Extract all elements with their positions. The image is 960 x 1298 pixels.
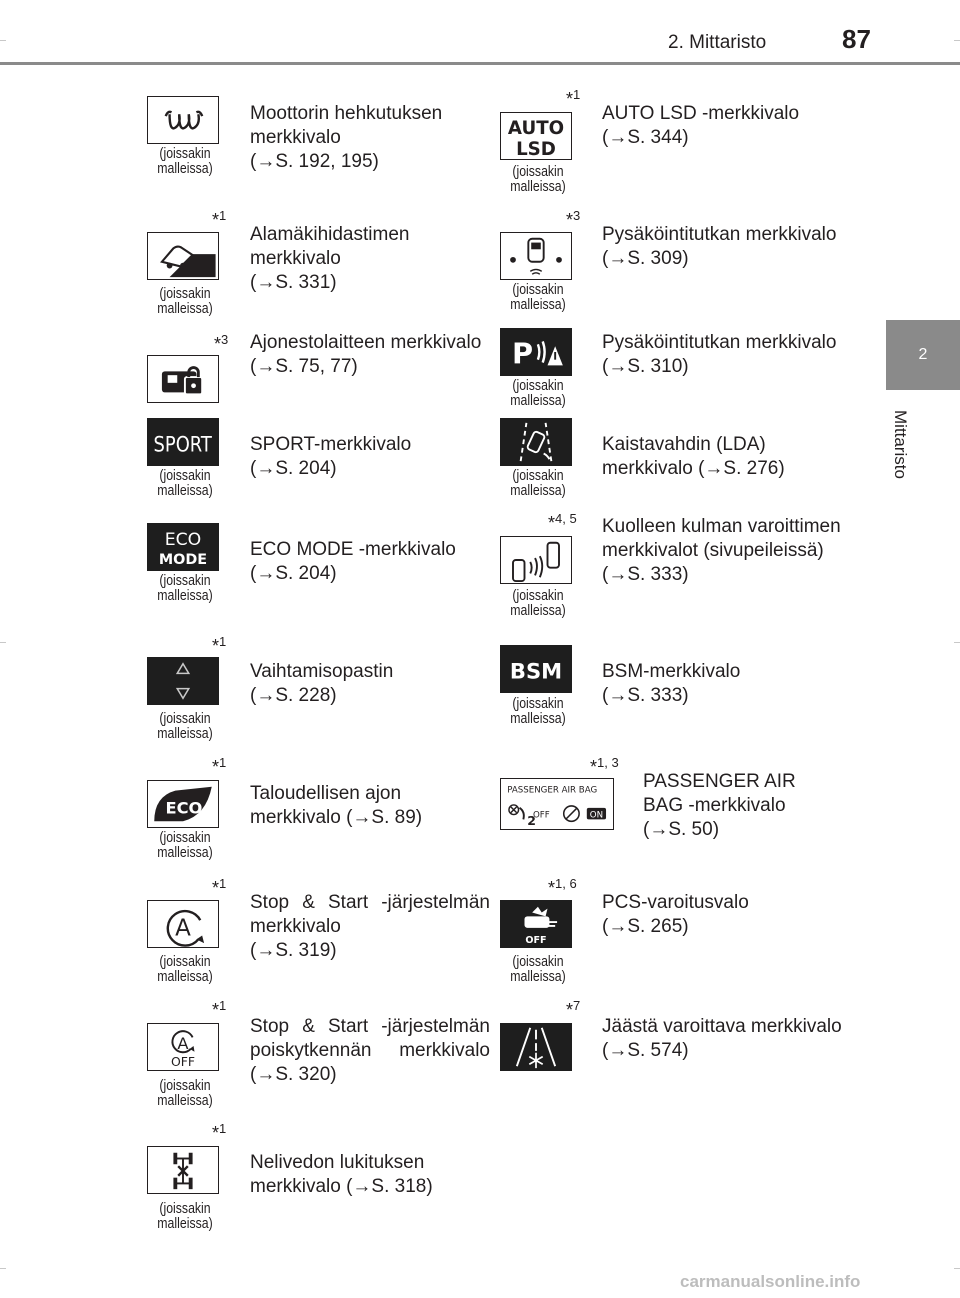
svg-text:OFF: OFF	[532, 810, 550, 821]
crop-mark	[0, 642, 6, 643]
eco-mode-icon	[147, 523, 219, 571]
model-note: (joissakin malleissa)	[510, 587, 566, 619]
glow-description: Moottorin hehkutuksen merkkivalo (→S. 192, 195)	[250, 103, 443, 172]
crop-mark	[954, 40, 960, 41]
svg-text:MODE: MODE	[158, 552, 208, 569]
blindspot-description: Kuolleen kulman varoittimen merkkivalot (sivupeileissä) (→S. 333)	[602, 516, 841, 585]
auto-lsd-icon	[500, 112, 572, 160]
immobilizer-description: Ajonestolaitteen merkkivalo (→S. 75, 77)	[250, 332, 482, 377]
model-note: (joissakin malleissa)	[510, 695, 566, 727]
shift-description: Vaihtamisopastin (→S. 228)	[250, 661, 394, 706]
lda-description: Kaistavahdin (LDA) merkkivalo (→S. 276)	[602, 434, 785, 479]
parking-sensor-icon	[500, 232, 572, 280]
footnote-marker: $*_3$	[566, 208, 581, 230]
svg-text:ECO: ECO	[165, 798, 203, 818]
model-note: (joissakin malleissa)	[510, 953, 566, 985]
ice-description: Jäästä varoittava merkkivalo (→S. 574)	[602, 1016, 842, 1061]
svg-text:P: P	[512, 336, 534, 371]
footnote-marker: $*_1$	[212, 755, 227, 777]
footnote-marker: $*_{1, 6}$	[548, 876, 577, 898]
eco-description: Taloudellisen ajon merkkivalo (→S. 89)	[250, 783, 423, 828]
model-note: (joissakin malleissa)	[510, 281, 566, 313]
footnote-marker: $*_1$	[566, 87, 581, 109]
crop-mark	[0, 1268, 6, 1269]
svg-text:BSM: BSM	[509, 658, 563, 684]
model-note: (joissakin malleissa)	[510, 377, 566, 409]
model-note: (joissakin malleissa)	[157, 1077, 213, 1109]
airbag-description: PASSENGER AIR BAG -merkkivalo (→S. 50)	[643, 771, 796, 840]
immobilizer-icon	[147, 355, 219, 403]
header-rule	[0, 62, 960, 65]
model-note: (joissakin malleissa)	[157, 710, 213, 742]
passenger-airbag-icon	[500, 778, 614, 830]
eco-drive-icon	[147, 780, 219, 828]
diff-description: Nelivedon lukituksen merkkivalo (→S. 318)	[250, 1152, 433, 1197]
stop-start-off-icon	[147, 1023, 219, 1071]
svg-text:ECO: ECO	[164, 530, 202, 551]
page-number: 87	[842, 24, 871, 54]
svg-text:PASSENGER AIR BAG: PASSENGER AIR BAG	[507, 785, 598, 796]
svg-text:OFF: OFF	[170, 1054, 196, 1070]
footnote-marker: $*_{1, 3}$	[590, 755, 619, 777]
footnote-marker: $*_7$	[566, 998, 581, 1020]
svg-text:A: A	[177, 1033, 189, 1053]
crop-mark	[0, 40, 6, 41]
park2-description: Pysäköintitutkan merkkivalo (→S. 310)	[602, 332, 837, 377]
model-note: (joissakin malleissa)	[157, 145, 213, 177]
chapter-number: 2	[918, 346, 928, 363]
chapter-label: Mittaristo	[891, 410, 910, 479]
bsm-description: BSM-merkkivalo (→S. 333)	[602, 661, 741, 706]
footnote-marker: $*_1$	[212, 634, 227, 656]
model-note: (joissakin malleissa)	[157, 467, 213, 499]
sport-mode-icon	[147, 418, 219, 466]
crop-mark	[954, 1268, 960, 1269]
svg-text:OFF: OFF	[525, 935, 547, 947]
park1-description: Pysäköintitutkan merkkivalo (→S. 309)	[602, 224, 837, 269]
stop-start-icon	[147, 900, 219, 948]
model-note: (joissakin malleissa)	[157, 829, 213, 861]
footnote-marker: $*_1$	[212, 876, 227, 898]
footnote-marker: $*_1$	[212, 1121, 227, 1143]
model-note: (joissakin malleissa)	[157, 1200, 213, 1232]
ecomode-description: ECO MODE -merkkivalo (→S. 204)	[250, 539, 456, 584]
footnote-marker: $*_3$	[214, 332, 229, 354]
sport-description: SPORT-merkkivalo (→S. 204)	[250, 434, 412, 479]
svg-text:AUTO: AUTO	[507, 118, 565, 140]
svg-text:ON: ON	[589, 810, 604, 821]
svg-text:2: 2	[527, 813, 536, 829]
blind-spot-icon	[500, 536, 572, 584]
bsm-icon	[500, 645, 572, 693]
svg-text:LSD: LSD	[516, 139, 556, 159]
model-note: (joissakin malleissa)	[157, 285, 213, 317]
model-note: (joissakin malleissa)	[157, 953, 213, 985]
section-title: 2. Mittaristo	[668, 32, 767, 53]
pcs-description: PCS-varoitusvalo (→S. 265)	[602, 892, 749, 937]
stopstart-description: Stop & Start -järjestelmän merkkivalo (→S. 319)	[250, 892, 490, 961]
ssoff-description: Stop & Start -järjestelmän poiskytkennän merkkivalo (→S. 320)	[250, 1016, 490, 1085]
model-note: (joissakin malleissa)	[510, 163, 566, 195]
crop-mark	[954, 642, 960, 643]
autolsd-description: AUTO LSD -merkkivalo (→S. 344)	[602, 103, 800, 148]
watermark: carmanualsonline.info	[680, 1272, 861, 1291]
downhill-assist-icon	[147, 232, 219, 280]
ice-warning-icon	[500, 1023, 572, 1071]
footnote-marker: $*_{4, 5}$	[548, 511, 577, 533]
descent-description: Alamäkihidastimen merkkivalo (→S. 331)	[250, 224, 410, 293]
glow-plug-icon	[147, 96, 219, 144]
chapter-tab	[886, 320, 960, 390]
model-note: (joissakin malleissa)	[510, 467, 566, 499]
four-wheel-drive-lock-icon	[147, 1146, 219, 1194]
footnote-marker: $*_1$	[212, 208, 227, 230]
footnote-marker: $*_1$	[212, 998, 227, 1020]
lane-departure-icon	[500, 418, 572, 466]
model-note: (joissakin malleissa)	[157, 572, 213, 604]
svg-text:A: A	[175, 915, 191, 942]
pcs-warning-icon	[500, 900, 572, 948]
svg-text:SPORT: SPORT	[153, 432, 212, 457]
chapter-label-box	[876, 410, 926, 530]
parking-sensor-p-icon	[500, 328, 572, 376]
shift-indicator-icon	[147, 657, 219, 705]
